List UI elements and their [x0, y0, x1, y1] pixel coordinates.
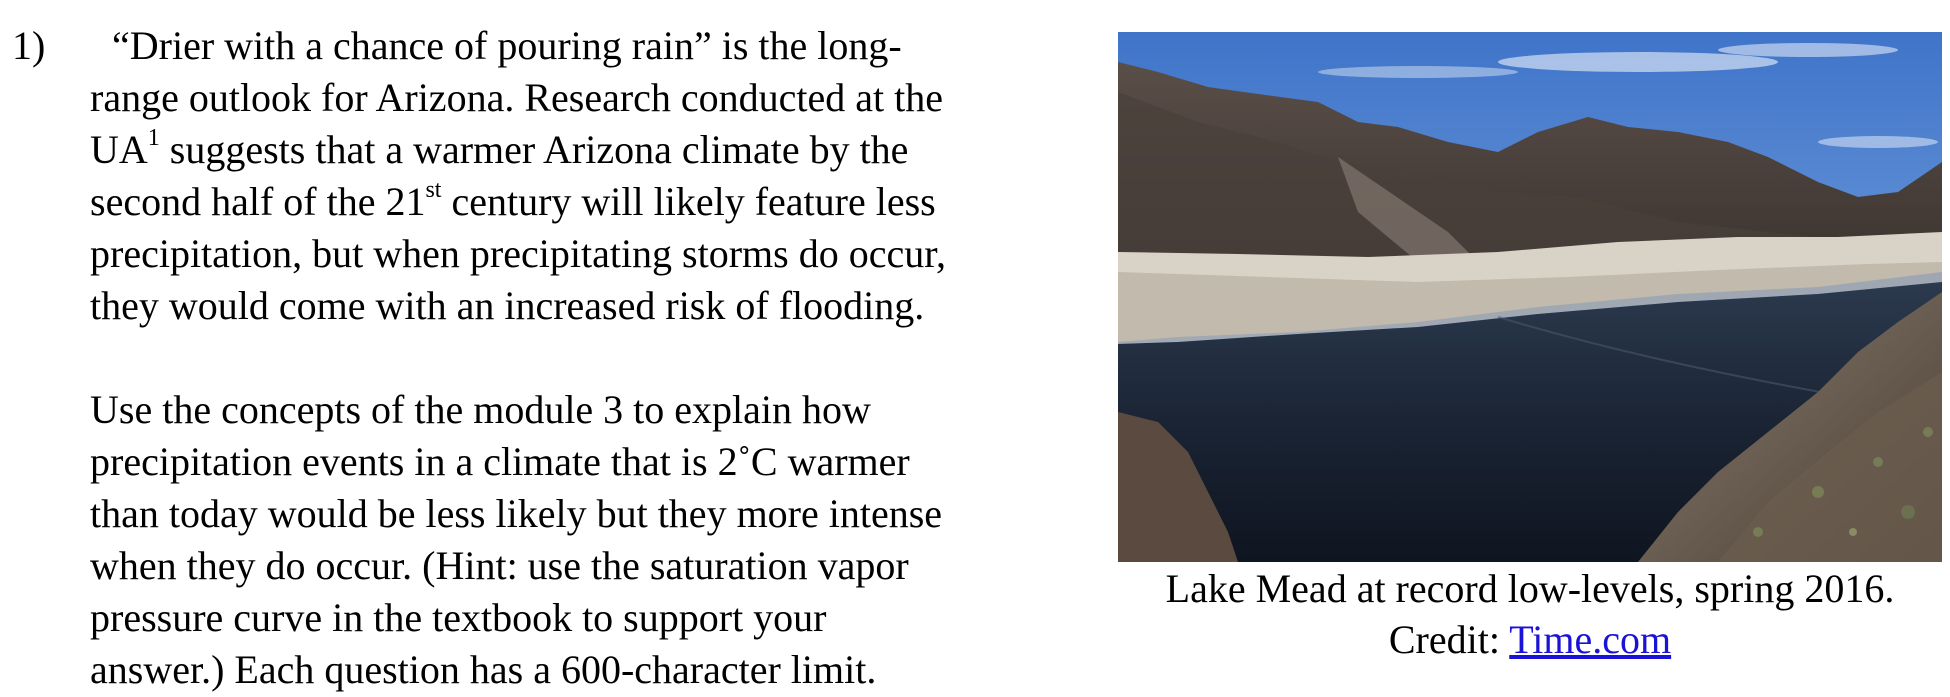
- paragraph-1-line-4-start: second half of the 21: [90, 179, 426, 224]
- paragraph-1-line-6: they would come with an increased risk of flooding.: [90, 283, 925, 328]
- figure: [1118, 32, 1942, 664]
- ordinal-superscript: st: [425, 177, 442, 203]
- credit-link[interactable]: Time.com: [1509, 617, 1672, 662]
- paragraph-2-line-1: Use the concepts of the module 3 to explain how: [90, 387, 871, 432]
- footnote-superscript: 1: [147, 125, 160, 151]
- ua-abbreviation: UA: [90, 127, 148, 172]
- paragraph-2-line-5: pressure curve in the textbook to support your: [90, 595, 827, 640]
- paragraph-2-line-2: precipitation events in a climate that is 2˚C warmer: [90, 439, 910, 484]
- paragraph-1-line-2: range outlook for Arizona. Research conducted at the: [90, 75, 944, 120]
- photo-caption: Lake Mead at record low-levels, spring 2016.: [1165, 566, 1895, 611]
- paragraph-2-line-6: answer.) Each question has a 600-character limit.: [90, 647, 877, 692]
- paragraph-2-line-4: when they do occur. (Hint: use the saturation vapor: [90, 543, 909, 588]
- paragraph-1-line-4-end: century will likely feature less: [441, 179, 936, 224]
- paragraph-1-line-4: [90, 176, 1080, 228]
- question-number: 1): [12, 23, 46, 68]
- photo-credit: [1118, 616, 1942, 664]
- credit-label: Credit:: [1388, 617, 1510, 662]
- paragraph-1-line-5: precipitation, but when precipitating storms do occur,: [90, 231, 946, 276]
- paragraph-gap: [90, 332, 1080, 384]
- paragraph-1-line-1: “Drier with a chance of pouring rain” is the long-: [112, 23, 902, 68]
- question-text: [90, 20, 1080, 696]
- paragraph-2-line-3: than today would be less likely but they more intense: [90, 491, 943, 536]
- lake-mead-photo: [1118, 32, 1942, 562]
- paragraph-1-line-3: [90, 124, 1080, 176]
- paragraph-1-line-3-text: suggests that a warmer Arizona climate by the: [159, 127, 909, 172]
